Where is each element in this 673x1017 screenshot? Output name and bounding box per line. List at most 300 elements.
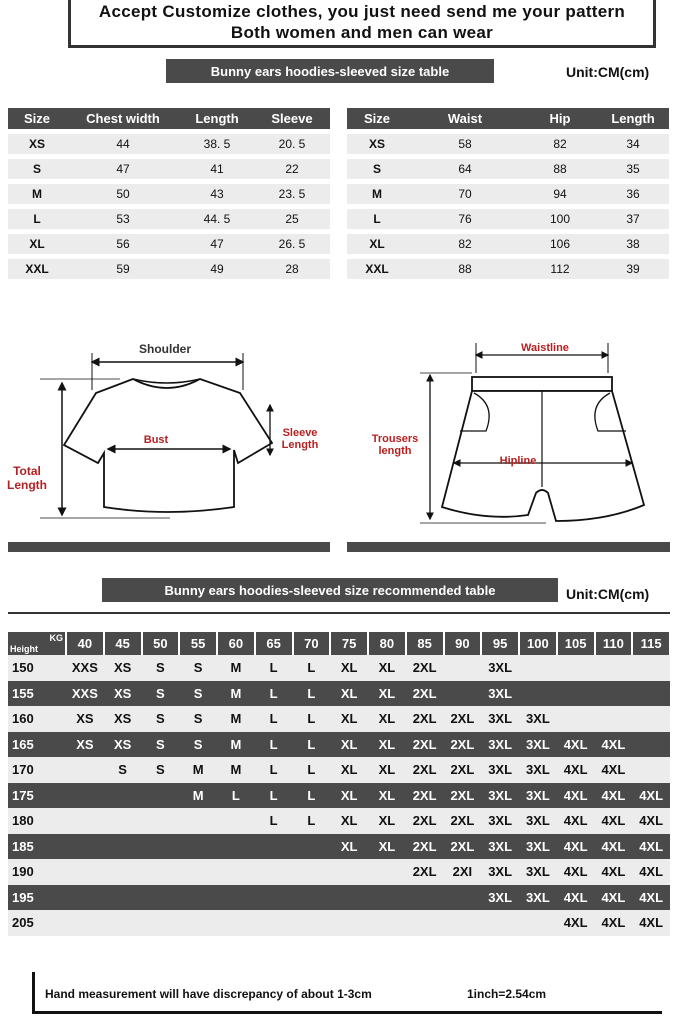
column-header: Size: [347, 108, 407, 129]
size-cell: 4XL: [595, 732, 633, 758]
recommendation-table: [8, 632, 671, 936]
table-cell: 43: [180, 184, 254, 204]
shorts-diagram: [346, 335, 670, 535]
size-cell: 3XL: [481, 808, 519, 834]
size-cell: 3XL: [519, 732, 557, 758]
size-cell: [217, 910, 255, 936]
size-cell: [557, 706, 595, 732]
size-cell: 2XL: [444, 757, 482, 783]
size-cell: 2XL: [444, 808, 482, 834]
size-cell: [293, 859, 331, 885]
table-cell: XXL: [8, 259, 66, 279]
sleeve-label-line1: Sleeve: [282, 427, 318, 439]
table-cell: 38: [597, 234, 669, 254]
size-cell: L: [293, 681, 331, 707]
measurement-note: Hand measurement will have discrepancy of about 1-3cm: [45, 987, 372, 1001]
size-cell: 3XL: [481, 706, 519, 732]
size-cell: [104, 885, 142, 911]
height-cell: 190: [8, 859, 66, 885]
height-label: Height: [10, 644, 38, 654]
header-line-2: Both women and men can wear: [230, 23, 494, 42]
table-cell: XXL: [347, 259, 407, 279]
size-cell: [66, 910, 104, 936]
size-cell: 3XL: [481, 681, 519, 707]
column-header: Waist: [407, 108, 523, 129]
size-cell: [66, 859, 104, 885]
size-cell: [142, 859, 180, 885]
height-cell: 170: [8, 757, 66, 783]
size-cell: 4XL: [632, 808, 670, 834]
table-cell: 39: [597, 259, 669, 279]
size-cell: 4XL: [632, 859, 670, 885]
height-cell: 185: [8, 834, 66, 860]
size-table-title: Bunny ears hoodies-sleeved size table: [166, 59, 494, 83]
size-cell: XL: [330, 655, 368, 681]
table-cell: 22: [254, 159, 330, 179]
size-cell: [179, 834, 217, 860]
size-cell: [293, 834, 331, 860]
size-cell: [444, 910, 482, 936]
table-cell: 36: [597, 184, 669, 204]
size-cell: 2XL: [406, 706, 444, 732]
size-cell: [217, 834, 255, 860]
height-cell: 165: [8, 732, 66, 758]
table-cell: L: [8, 209, 66, 229]
size-cell: M: [217, 706, 255, 732]
table-row: [347, 209, 669, 229]
size-cell: M: [217, 655, 255, 681]
size-cell: [330, 910, 368, 936]
table-cell: 47: [66, 159, 180, 179]
column-header: Hip: [523, 108, 597, 129]
table-cell: 82: [407, 234, 523, 254]
table-row: [8, 259, 330, 279]
separator-right: [347, 542, 670, 552]
table-cell: 88: [407, 259, 523, 279]
top-size-table: [8, 103, 330, 284]
table-row: [8, 134, 330, 154]
size-cell: [179, 808, 217, 834]
size-cell: [293, 910, 331, 936]
size-cell: 3XL: [481, 655, 519, 681]
size-cell: XL: [330, 834, 368, 860]
table-cell: L: [347, 209, 407, 229]
table-cell: XS: [8, 134, 66, 154]
size-cell: 4XL: [557, 859, 595, 885]
size-cell: 2XL: [406, 681, 444, 707]
size-cell: 3XL: [519, 783, 557, 809]
size-cell: L: [255, 732, 293, 758]
size-cell: 2XL: [406, 783, 444, 809]
size-cell: [66, 783, 104, 809]
size-cell: [142, 834, 180, 860]
table-cell: 50: [66, 184, 180, 204]
table-row: [8, 159, 330, 179]
table-cell: 41: [180, 159, 254, 179]
size-cell: S: [142, 706, 180, 732]
weight-header: 115: [632, 632, 670, 655]
size-cell: S: [142, 757, 180, 783]
hipline-label: Hipline: [499, 455, 537, 467]
kg-label: KG: [49, 633, 63, 643]
size-cell: 4XL: [632, 783, 670, 809]
size-cell: [632, 757, 670, 783]
size-cell: 2XL: [406, 859, 444, 885]
table-row: [8, 732, 670, 758]
size-cell: 2XL: [406, 655, 444, 681]
height-cell: 175: [8, 783, 66, 809]
size-cell: 2XI: [444, 859, 482, 885]
size-cell: [444, 681, 482, 707]
size-cell: S: [104, 757, 142, 783]
size-cell: [595, 655, 633, 681]
size-cell: [179, 910, 217, 936]
column-header: Length: [180, 108, 254, 129]
size-cell: 2XL: [406, 757, 444, 783]
height-cell: 205: [8, 910, 66, 936]
header-box: [68, 0, 656, 48]
size-cell: 4XL: [595, 834, 633, 860]
size-cell: S: [142, 732, 180, 758]
weight-header: 55: [179, 632, 217, 655]
size-cell: [632, 732, 670, 758]
size-cell: XL: [368, 834, 406, 860]
table-row: [8, 910, 670, 936]
size-cell: 2XL: [406, 808, 444, 834]
table-cell: 70: [407, 184, 523, 204]
table-row: [347, 184, 669, 204]
size-cell: 3XL: [519, 885, 557, 911]
weight-header: 90: [444, 632, 482, 655]
column-header: Chest width: [66, 108, 180, 129]
size-cell: XL: [330, 681, 368, 707]
table-cell: 76: [407, 209, 523, 229]
table-row: [347, 159, 669, 179]
column-header: Sleeve: [254, 108, 330, 129]
size-cell: [217, 859, 255, 885]
size-cell: 4XL: [632, 834, 670, 860]
size-cell: L: [293, 655, 331, 681]
size-cell: 3XL: [481, 783, 519, 809]
size-cell: 4XL: [632, 885, 670, 911]
size-cell: 4XL: [557, 783, 595, 809]
size-cell: XL: [330, 757, 368, 783]
table-cell: 44: [66, 134, 180, 154]
size-cell: [104, 783, 142, 809]
sleeve-length-label: [276, 427, 324, 451]
separator-left: [8, 542, 330, 552]
weight-header: 110: [595, 632, 633, 655]
table-cell: 88: [523, 159, 597, 179]
table-cell: 94: [523, 184, 597, 204]
size-cell: 3XL: [481, 834, 519, 860]
size-cell: [557, 655, 595, 681]
inch-conversion: 1inch=2.54cm: [467, 987, 547, 1001]
total-label-line1: Total: [13, 464, 41, 478]
size-cell: S: [142, 681, 180, 707]
weight-header: 65: [255, 632, 293, 655]
size-cell: [104, 859, 142, 885]
size-cell: XL: [330, 732, 368, 758]
table-cell: XS: [347, 134, 407, 154]
size-cell: 2XL: [444, 834, 482, 860]
size-cell: S: [179, 681, 217, 707]
table-cell: 26. 5: [254, 234, 330, 254]
size-cell: XL: [330, 783, 368, 809]
weight-header: 50: [142, 632, 180, 655]
size-cell: XXS: [66, 681, 104, 707]
size-cell: XL: [330, 808, 368, 834]
height-cell: 155: [8, 681, 66, 707]
size-cell: L: [255, 681, 293, 707]
size-cell: L: [293, 706, 331, 732]
size-cell: S: [179, 706, 217, 732]
size-cell: 3XL: [481, 885, 519, 911]
size-cell: 2XL: [444, 706, 482, 732]
size-cell: [519, 655, 557, 681]
size-cell: [481, 910, 519, 936]
weight-header: 75: [330, 632, 368, 655]
bust-label: Bust: [143, 434, 169, 446]
size-cell: [406, 885, 444, 911]
size-cell: [368, 859, 406, 885]
size-cell: XL: [368, 706, 406, 732]
bottom-size-table: [347, 103, 669, 284]
table-cell: 59: [66, 259, 180, 279]
size-cell: XXS: [66, 655, 104, 681]
size-cell: XL: [368, 783, 406, 809]
total-label-line2: Length: [7, 478, 47, 492]
size-cell: 4XL: [595, 757, 633, 783]
size-cell: 4XL: [557, 910, 595, 936]
weight-header: 60: [217, 632, 255, 655]
size-cell: XL: [368, 681, 406, 707]
size-cell: [595, 681, 633, 707]
shoulder-label: Shoulder: [138, 342, 191, 356]
table-row: [8, 706, 670, 732]
weight-header: 105: [557, 632, 595, 655]
total-length-label: [2, 464, 52, 492]
size-cell: 4XL: [595, 808, 633, 834]
table-row: [8, 834, 670, 860]
table-cell: 47: [180, 234, 254, 254]
size-cell: L: [255, 655, 293, 681]
size-cell: L: [293, 732, 331, 758]
size-cell: [142, 910, 180, 936]
column-header: Length: [597, 108, 669, 129]
size-cell: [330, 859, 368, 885]
table-cell: 53: [66, 209, 180, 229]
trousers-length-label: [366, 433, 424, 457]
size-cell: M: [179, 757, 217, 783]
size-cell: M: [217, 757, 255, 783]
size-cell: [444, 655, 482, 681]
size-cell: 3XL: [481, 732, 519, 758]
size-cell: [104, 834, 142, 860]
size-cell: [217, 808, 255, 834]
size-cell: [142, 808, 180, 834]
table-cell: 64: [407, 159, 523, 179]
table-row: [8, 885, 670, 911]
size-cell: L: [255, 757, 293, 783]
table-cell: 112: [523, 259, 597, 279]
table-cell: XL: [8, 234, 66, 254]
size-cell: XL: [368, 655, 406, 681]
size-cell: 4XL: [595, 783, 633, 809]
size-cell: 4XL: [595, 885, 633, 911]
size-cell: XS: [66, 706, 104, 732]
size-cell: XS: [104, 655, 142, 681]
size-cell: M: [217, 732, 255, 758]
table-cell: M: [347, 184, 407, 204]
table-row: [8, 808, 670, 834]
table-cell: 34: [597, 134, 669, 154]
size-cell: [632, 681, 670, 707]
size-cell: [255, 834, 293, 860]
table-cell: 28: [254, 259, 330, 279]
table-cell: 35: [597, 159, 669, 179]
table-row: [347, 234, 669, 254]
size-cell: M: [179, 783, 217, 809]
size-cell: 4XL: [557, 885, 595, 911]
corner-header: [8, 632, 66, 655]
weight-header: 95: [481, 632, 519, 655]
table-row: [8, 859, 670, 885]
table-cell: 49: [180, 259, 254, 279]
size-cell: [66, 757, 104, 783]
weight-header: 80: [368, 632, 406, 655]
size-cell: [255, 859, 293, 885]
size-cell: [368, 885, 406, 911]
size-cell: 4XL: [557, 808, 595, 834]
column-header: Size: [8, 108, 66, 129]
size-cell: 3XL: [519, 808, 557, 834]
table-cell: XL: [347, 234, 407, 254]
table-cell: 38. 5: [180, 134, 254, 154]
table-row: [347, 259, 669, 279]
size-cell: XL: [368, 732, 406, 758]
table-cell: S: [347, 159, 407, 179]
size-cell: 2XL: [406, 732, 444, 758]
weight-header: 70: [293, 632, 331, 655]
size-cell: [255, 910, 293, 936]
table-cell: 25: [254, 209, 330, 229]
size-cell: [557, 681, 595, 707]
recommend-table-title: Bunny ears hoodies-sleeved size recommended table: [102, 578, 558, 602]
size-cell: L: [255, 783, 293, 809]
table-cell: 37: [597, 209, 669, 229]
size-cell: 3XL: [481, 757, 519, 783]
size-cell: 3XL: [519, 834, 557, 860]
table-cell: S: [8, 159, 66, 179]
size-cell: 3XL: [519, 757, 557, 783]
size-cell: 2XL: [444, 732, 482, 758]
table-cell: 58: [407, 134, 523, 154]
size-cell: 3XL: [519, 859, 557, 885]
size-cell: [595, 706, 633, 732]
size-cell: S: [142, 655, 180, 681]
size-cell: 4XL: [595, 859, 633, 885]
table-cell: 44. 5: [180, 209, 254, 229]
size-cell: [217, 885, 255, 911]
recommend-top-line: [8, 612, 670, 614]
size-cell: M: [217, 681, 255, 707]
table-row: [8, 184, 330, 204]
size-cell: [142, 783, 180, 809]
size-cell: [519, 910, 557, 936]
size-cell: [293, 885, 331, 911]
size-cell: XS: [104, 732, 142, 758]
size-cell: 3XL: [519, 706, 557, 732]
table-cell: 106: [523, 234, 597, 254]
size-cell: 4XL: [632, 910, 670, 936]
table-cell: 82: [523, 134, 597, 154]
unit-label-bottom: Unit:CM(cm): [566, 586, 650, 602]
size-cell: [104, 808, 142, 834]
table-cell: M: [8, 184, 66, 204]
size-cell: [66, 834, 104, 860]
footer-box: [32, 972, 662, 1014]
height-cell: 150: [8, 655, 66, 681]
table-cell: 56: [66, 234, 180, 254]
weight-header: 100: [519, 632, 557, 655]
weight-header: 40: [66, 632, 104, 655]
height-cell: 195: [8, 885, 66, 911]
weight-header: 45: [104, 632, 142, 655]
unit-label-top: Unit:CM(cm): [566, 64, 650, 80]
size-cell: [104, 910, 142, 936]
table-row: [8, 783, 670, 809]
size-cell: XS: [66, 732, 104, 758]
height-cell: 180: [8, 808, 66, 834]
shirt-diagram: [0, 335, 330, 535]
trousers-label-line2: length: [378, 445, 412, 457]
waistline-label: Waistline: [521, 342, 569, 354]
table-row: [8, 681, 670, 707]
size-cell: [255, 885, 293, 911]
sleeve-label-line2: Length: [281, 439, 319, 451]
size-cell: [179, 885, 217, 911]
size-cell: [142, 885, 180, 911]
size-cell: L: [293, 808, 331, 834]
size-cell: L: [255, 706, 293, 732]
size-cell: 4XL: [557, 757, 595, 783]
size-cell: 2XL: [444, 783, 482, 809]
size-cell: XS: [104, 681, 142, 707]
size-cell: 3XL: [481, 859, 519, 885]
table-row: [8, 234, 330, 254]
trousers-label-line1: Trousers: [371, 433, 419, 445]
table-cell: 23. 5: [254, 184, 330, 204]
size-cell: XL: [368, 808, 406, 834]
table-row: [8, 209, 330, 229]
size-cell: [66, 885, 104, 911]
size-cell: [444, 885, 482, 911]
size-cell: 4XL: [557, 834, 595, 860]
size-cell: XL: [368, 757, 406, 783]
size-cell: L: [217, 783, 255, 809]
size-cell: 4XL: [595, 910, 633, 936]
size-cell: [632, 655, 670, 681]
size-cell: 2XL: [406, 834, 444, 860]
table-cell: 20. 5: [254, 134, 330, 154]
size-cell: [179, 859, 217, 885]
table-row: [8, 655, 670, 681]
table-cell: 100: [523, 209, 597, 229]
size-cell: L: [293, 757, 331, 783]
size-cell: [330, 885, 368, 911]
size-cell: 4XL: [557, 732, 595, 758]
